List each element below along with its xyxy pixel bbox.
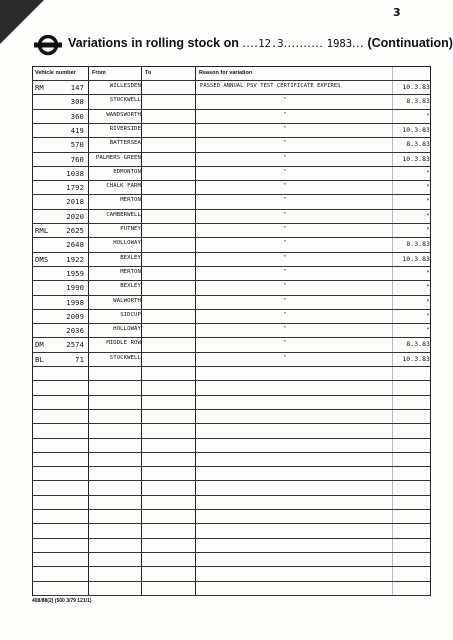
row-line bbox=[33, 352, 430, 353]
row-line bbox=[33, 194, 430, 195]
expiry-date-cell: 10.3.83 bbox=[402, 154, 430, 163]
reason-cell: PASSED ANNUAL PSV TEST CERTIFICATE EXPIRES bbox=[200, 83, 341, 89]
from-garage-cell: CAMBERWELL bbox=[106, 211, 141, 218]
row-line bbox=[33, 566, 430, 567]
row-line bbox=[33, 495, 430, 496]
expiry-date-cell: " bbox=[426, 197, 430, 206]
expiry-date-cell: 8.3.83 bbox=[406, 240, 430, 249]
row-line bbox=[33, 595, 430, 596]
from-garage-cell: EDMONTON bbox=[113, 168, 141, 175]
from-garage-cell: HOLLOWAY bbox=[113, 240, 141, 247]
form-code: 408/88(2) (500 3/79 121/1) bbox=[32, 598, 92, 604]
vehicle-number-cell: 147 bbox=[70, 83, 84, 92]
row-line bbox=[33, 309, 430, 310]
expiry-date-cell: 8.3.83 bbox=[406, 340, 430, 349]
expiry-date-cell: 8.3.83 bbox=[406, 140, 430, 149]
from-garage-cell: BATTERSEA bbox=[109, 140, 141, 147]
vehicle-number-cell: 360 bbox=[70, 111, 84, 121]
reason-cell: " bbox=[283, 226, 287, 232]
vehicle-number-cell: 2009 bbox=[66, 311, 84, 321]
reason-cell: " bbox=[283, 268, 287, 275]
row-line bbox=[33, 323, 430, 324]
expiry-date-cell: 10.3.83 bbox=[402, 354, 430, 363]
row-line bbox=[33, 538, 430, 539]
form-title: Variations in rolling stock on ....12.3.......... 1983... (Continuation) bbox=[68, 36, 453, 50]
header-to: To bbox=[145, 70, 152, 76]
row-line bbox=[33, 438, 430, 439]
from-garage-cell: PUTNEY bbox=[120, 226, 141, 232]
vehicle-number-cell: 2018 bbox=[66, 197, 84, 207]
reason-cell: " bbox=[283, 311, 287, 318]
from-garage-cell: SIDCUP bbox=[120, 311, 141, 318]
row-line bbox=[33, 452, 430, 453]
row-line bbox=[33, 395, 430, 396]
reason-cell: " bbox=[283, 354, 287, 361]
expiry-date-cell: " bbox=[426, 211, 430, 220]
expiry-date-cell: " bbox=[426, 326, 430, 335]
row-line bbox=[33, 280, 430, 281]
date-year: 1983 bbox=[326, 38, 353, 50]
london-transport-roundel-icon bbox=[33, 34, 63, 56]
row-line bbox=[33, 480, 430, 481]
from-garage-cell: WILLESDEN bbox=[109, 83, 141, 89]
from-garage-cell: WANDSWORTH bbox=[106, 111, 141, 118]
title-suffix: (Continuation) bbox=[367, 36, 453, 50]
reason-cell: " bbox=[283, 111, 287, 118]
vehicle-number-cell: 1990 bbox=[66, 283, 84, 293]
expiry-date-cell: " bbox=[426, 168, 430, 177]
from-garage-cell: PALMERS GREEN bbox=[95, 154, 141, 161]
header-vehicle-number: Vehicle number bbox=[35, 70, 76, 76]
expiry-date-cell: " bbox=[426, 283, 430, 292]
from-garage-cell: STOCKWELL bbox=[109, 354, 141, 361]
reason-cell: " bbox=[283, 297, 287, 304]
from-garage-cell: RIVERSIDE bbox=[109, 125, 141, 132]
reason-cell: " bbox=[283, 197, 287, 204]
reason-cell: " bbox=[283, 211, 287, 218]
reason-cell: " bbox=[283, 140, 287, 147]
row-line bbox=[33, 209, 430, 210]
expiry-date-cell: " bbox=[426, 268, 430, 277]
vehicle-number-cell: 1998 bbox=[66, 297, 84, 307]
row-line bbox=[33, 152, 430, 153]
reason-cell: " bbox=[283, 254, 287, 261]
page-number: 3 bbox=[393, 6, 401, 19]
header-from: From bbox=[92, 70, 106, 76]
row-line bbox=[33, 423, 430, 424]
vehicle-type-cell: DM bbox=[35, 340, 44, 350]
row-line bbox=[33, 237, 430, 238]
from-garage-cell: MERTON bbox=[120, 268, 141, 275]
expiry-date-cell: 10.3.83 bbox=[402, 254, 430, 263]
vehicle-number-cell: 419 bbox=[70, 125, 84, 135]
vehicle-number-cell: 71 bbox=[75, 354, 84, 364]
row-line bbox=[33, 123, 430, 124]
expiry-date-cell: 10.3.83 bbox=[402, 125, 430, 134]
reason-cell: " bbox=[283, 154, 287, 161]
vehicle-number-cell: 1038 bbox=[66, 168, 84, 178]
reason-cell: " bbox=[283, 326, 287, 333]
row-line bbox=[33, 409, 430, 410]
vehicle-type-cell: DMS bbox=[35, 254, 49, 264]
reason-cell: " bbox=[283, 283, 287, 290]
expiry-date-cell: 8.3.83 bbox=[406, 97, 430, 106]
row-line bbox=[33, 337, 430, 338]
from-garage-cell: STOCKWELL bbox=[109, 97, 141, 104]
row-line bbox=[33, 509, 430, 510]
row-line bbox=[33, 366, 430, 367]
expiry-date-cell: 10.3.83 bbox=[402, 83, 430, 91]
row-line bbox=[33, 166, 430, 167]
column-divider bbox=[141, 67, 142, 595]
from-garage-cell: BEXLEY bbox=[120, 254, 141, 261]
row-line bbox=[33, 523, 430, 524]
vehicle-number-cell: 2020 bbox=[66, 211, 84, 221]
expiry-date-cell: " bbox=[426, 183, 430, 192]
row-line bbox=[33, 180, 430, 181]
reason-cell: " bbox=[283, 183, 287, 190]
reason-cell: " bbox=[283, 97, 287, 104]
vehicle-number-cell: 2625 bbox=[66, 226, 84, 235]
expiry-date-cell: " bbox=[426, 311, 430, 320]
from-garage-cell: BEXLEY bbox=[120, 283, 141, 290]
title-prefix: Variations in rolling stock on bbox=[68, 36, 239, 50]
row-line bbox=[33, 137, 430, 138]
vehicle-number-cell: 308 bbox=[70, 97, 84, 107]
row-line bbox=[33, 581, 430, 582]
from-garage-cell: MERTON bbox=[120, 197, 141, 204]
row-line bbox=[33, 380, 430, 381]
vehicle-number-cell: 2648 bbox=[66, 240, 84, 250]
reason-cell: " bbox=[283, 340, 287, 347]
row-line bbox=[33, 466, 430, 467]
row-line bbox=[33, 80, 430, 81]
expiry-date-cell: " bbox=[426, 297, 430, 306]
vehicle-type-cell: RM bbox=[35, 83, 44, 92]
expiry-date-cell: " bbox=[426, 226, 430, 234]
from-garage-cell: HOLLOWAY bbox=[113, 326, 141, 333]
row-line bbox=[33, 94, 430, 95]
vehicle-number-cell: 760 bbox=[70, 154, 84, 164]
vehicle-type-cell: RML bbox=[35, 226, 49, 235]
vehicle-number-cell: 1792 bbox=[66, 183, 84, 193]
expiry-date-cell: " bbox=[426, 111, 430, 120]
row-line bbox=[33, 295, 430, 296]
row-line bbox=[33, 109, 430, 110]
vehicle-number-cell: 1959 bbox=[66, 268, 84, 278]
vehicle-number-cell: 2574 bbox=[66, 340, 84, 350]
reason-cell: " bbox=[283, 240, 287, 247]
column-divider bbox=[195, 67, 196, 595]
header-reason: Reason for variation bbox=[199, 70, 253, 76]
from-garage-cell: CHALK FARM bbox=[106, 183, 141, 190]
row-line bbox=[33, 266, 430, 267]
from-garage-cell: WALWORTH bbox=[113, 297, 141, 304]
row-line bbox=[33, 252, 430, 253]
variations-table bbox=[32, 66, 431, 596]
reason-cell: " bbox=[283, 125, 287, 132]
row-line bbox=[33, 552, 430, 553]
from-garage-cell: MIDDLE ROW bbox=[106, 340, 141, 347]
vehicle-number-cell: 1922 bbox=[66, 254, 84, 264]
row-line bbox=[33, 223, 430, 224]
reason-cell: " bbox=[283, 168, 287, 175]
date-day-month: 12.3 bbox=[258, 38, 284, 50]
vehicle-type-cell: BL bbox=[35, 354, 44, 364]
vehicle-number-cell: 2036 bbox=[66, 326, 84, 336]
vehicle-number-cell: 570 bbox=[70, 140, 84, 150]
